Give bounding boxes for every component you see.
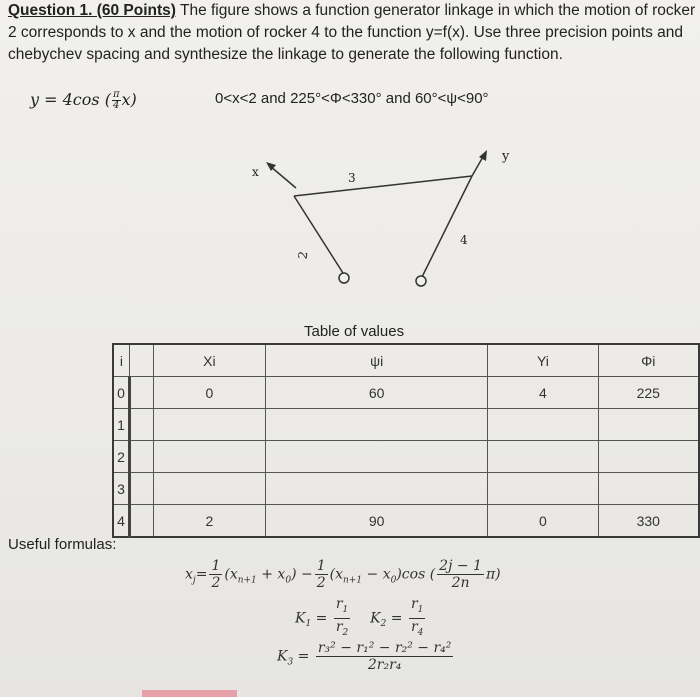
label-link-2: 2 <box>295 250 311 261</box>
k2-sub: 2 <box>380 619 387 630</box>
table-header-row <box>113 344 699 377</box>
cell-yi: 4 <box>488 377 598 409</box>
f1-half-den-b: 2 <box>316 575 326 591</box>
header-i: i <box>113 344 129 377</box>
k1-den-r: r <box>335 618 343 635</box>
k1-den <box>336 619 348 641</box>
cell-phi <box>598 441 699 473</box>
label-link-4: 4 <box>460 233 468 247</box>
rocker-4 <box>422 176 472 277</box>
cell-spacer <box>129 473 153 505</box>
cell-spacer <box>129 377 153 409</box>
f1-pi: π) <box>485 566 501 583</box>
k2-den-r: r <box>410 618 418 635</box>
table-row <box>113 441 699 473</box>
f1-half-b <box>315 558 328 591</box>
function-fraction <box>112 90 121 111</box>
k1-k2-formulas <box>295 596 427 641</box>
k3-eq: = <box>297 648 310 665</box>
rocker-2 <box>294 196 343 273</box>
header-yi: Yi <box>488 344 598 377</box>
f1-cos-num: 2j − 1 <box>439 558 482 574</box>
cell-yi <box>488 441 598 473</box>
header-xi: Xi <box>153 344 265 377</box>
f1-term2: (x <box>329 566 343 583</box>
table-row <box>113 409 699 441</box>
header-phi: Φi <box>598 344 699 377</box>
f1-half-num: 1 <box>211 558 221 574</box>
cell-xi <box>153 473 265 505</box>
k1-num <box>334 596 350 619</box>
table-row <box>113 377 699 409</box>
f1-cos-den: 2n <box>451 575 470 591</box>
cell-psi <box>265 473 487 505</box>
target-function <box>30 90 137 111</box>
coupler-3 <box>294 176 472 196</box>
cell-spacer <box>129 409 153 441</box>
k2-num-sub: 1 <box>417 604 424 615</box>
k1-den-sub: 2 <box>342 627 349 638</box>
f1-term2-sub: n+1 <box>343 575 363 586</box>
k3-den: 2r₂r₄ <box>367 657 402 673</box>
k3-sub: 3 <box>287 657 294 668</box>
cell-psi <box>265 409 487 441</box>
header-psi: ψi <box>265 344 487 377</box>
k1-frac <box>334 596 350 641</box>
range-constraints: 0<x<2 and 225°<Φ<330° and 60°<ψ<90° <box>215 90 489 107</box>
cell-phi <box>598 473 699 505</box>
f1-eq: = <box>195 566 208 583</box>
cell-spacer <box>129 505 153 538</box>
x-axis-line <box>270 166 296 188</box>
k1-num-sub: 1 <box>342 604 349 615</box>
linkage-diagram <box>240 140 530 300</box>
k2-frac <box>409 596 425 641</box>
k2-num <box>409 596 425 619</box>
k2-num-r: r <box>410 596 418 612</box>
header-spacer <box>129 344 153 377</box>
function-rhs: x) <box>121 90 137 109</box>
cell-xi: 0 <box>153 377 265 409</box>
function-lhs: y = 4cos ( <box>30 90 111 109</box>
f1-term1-sub: n+1 <box>237 575 257 586</box>
f1-lhs: x <box>185 566 193 583</box>
useful-formulas-label: Useful formulas: <box>8 536 117 553</box>
table-row <box>113 473 699 505</box>
cell-psi: 90 <box>265 505 487 538</box>
k3-num: r₃² − r₁² − r₂² − r₄² <box>317 640 452 656</box>
cell-i: 3 <box>113 473 129 505</box>
cell-xi <box>153 441 265 473</box>
f1-half-den: 2 <box>211 575 221 591</box>
cell-psi: 60 <box>265 377 487 409</box>
cell-i: 0 <box>113 377 129 409</box>
f1-cos-frac <box>437 558 484 591</box>
label-y: y <box>502 149 510 164</box>
pivot-o2 <box>339 273 349 283</box>
cell-i: 4 <box>113 505 129 538</box>
cell-xi: 2 <box>153 505 265 538</box>
f1-half-num-b: 1 <box>316 558 326 574</box>
table-row <box>113 505 699 538</box>
f1-half-a <box>209 558 222 591</box>
k3-symbol: K <box>277 648 288 665</box>
k3-frac <box>316 640 454 673</box>
y-arrow-head <box>479 150 487 161</box>
f1-term1-sub2: 0 <box>285 575 292 586</box>
question-heading: Question 1. (60 Points) <box>8 2 176 19</box>
question-block <box>8 0 696 66</box>
cell-i: 2 <box>113 441 129 473</box>
k2-den-sub: 4 <box>417 627 424 638</box>
f1-cos: )cos ( <box>396 566 436 583</box>
cell-phi: 225 <box>598 377 699 409</box>
f1-sub: j <box>192 575 196 586</box>
f1-term1-rest: + x <box>256 566 286 583</box>
f1-term2-sub2: 0 <box>390 575 397 586</box>
f1-minus: ) − <box>291 566 313 583</box>
cell-phi: 330 <box>598 505 699 538</box>
chebyshev-spacing-formula <box>185 558 501 591</box>
red-mark <box>142 690 237 697</box>
k3-formula <box>277 640 455 673</box>
k2-den <box>411 619 423 641</box>
cell-xi <box>153 409 265 441</box>
question-text: The figure shows a function generator linkage in which the motion of rocker 2 corresponds to x and the motion of rocker 4 to the function y=f(x). Use three precision points and chebychev spacing and synthesize the linkage to generate the following function. <box>8 2 696 63</box>
k1-sub: 1 <box>305 619 312 630</box>
cell-yi: 0 <box>488 505 598 538</box>
cell-yi <box>488 409 598 441</box>
label-link-3: 3 <box>348 171 356 185</box>
cell-psi <box>265 441 487 473</box>
k1-symbol: K <box>295 610 306 627</box>
function-pi: π <box>112 89 120 100</box>
k1-eq: = <box>315 610 328 627</box>
k1-num-r: r <box>335 596 343 612</box>
cell-yi <box>488 473 598 505</box>
function-den: 4 <box>113 100 120 111</box>
table-title: Table of values <box>304 323 405 340</box>
k2-symbol: K <box>370 610 381 627</box>
f1-term2-rest: − x <box>362 566 391 583</box>
values-table <box>112 343 700 538</box>
f1-term1: (x <box>224 566 238 583</box>
cell-phi <box>598 409 699 441</box>
cell-spacer <box>129 441 153 473</box>
cell-i: 1 <box>113 409 129 441</box>
formulas-block <box>185 548 605 693</box>
k2-eq: = <box>390 610 403 627</box>
label-x: x <box>252 165 259 179</box>
pivot-o4 <box>416 276 426 286</box>
